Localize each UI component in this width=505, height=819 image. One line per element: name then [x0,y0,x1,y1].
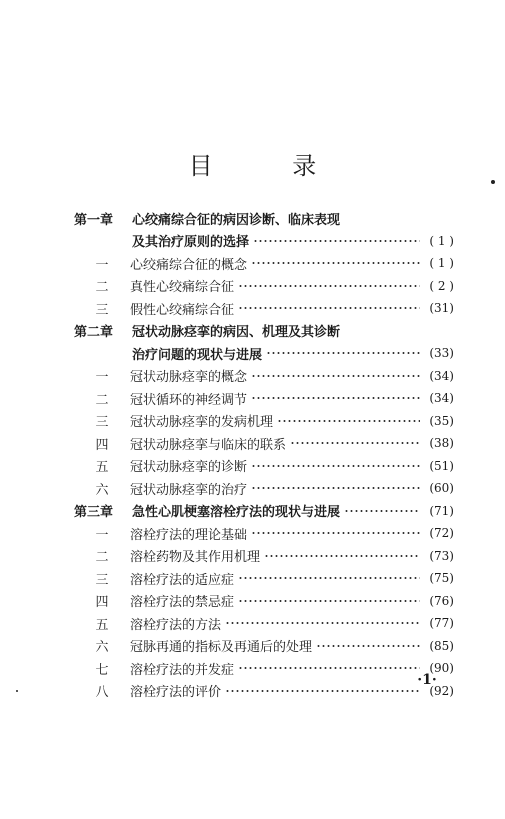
section-number: 一 [95,370,109,386]
page-reference: (71) [429,503,454,518]
section-title: 冠状动脉痉挛与临床的联系 [130,437,287,453]
chapter-number: 第一章 [74,212,114,228]
chapter-title: 心绞痛综合征的病因诊断、临床表现 [132,212,341,228]
toc-section-row [74,590,454,613]
section-title: 溶栓疗法的并发症 [130,662,235,678]
chapter-number: 第三章 [74,505,114,521]
table-of-contents [74,207,454,702]
toc-section-row [74,567,454,590]
page-reference: (35) [429,413,454,428]
section-title: 假性心绞痛综合征 [130,302,235,318]
toc-section-row [74,410,454,433]
chapter-title: 冠状动脉痉挛的病因、机理及其诊断 [132,325,341,341]
page-reference: (31) [429,301,454,316]
toc-section-row [74,432,454,455]
section-title: 冠状循环的神经调节 [130,392,248,408]
page-reference: ( 1 ) [429,256,454,271]
section-number: 八 [95,685,109,701]
section-title: 溶栓药物及其作用机理 [130,550,261,566]
section-number: 二 [95,280,109,296]
section-title: 溶栓疗法的方法 [130,617,222,633]
dot-leader [251,486,420,490]
toc-section-row [74,387,454,410]
section-number: 二 [95,550,109,566]
dot-leader [238,666,420,670]
dot-leader [251,531,420,535]
toc-section-row [74,275,454,298]
toc-section-row [74,657,454,680]
dot-leader [277,419,420,423]
dot-leader [225,621,420,625]
toc-chapter-row [74,207,454,230]
dot-leader [344,509,420,513]
page-title: 目 录 [188,152,353,180]
page-reference: (60) [429,481,454,496]
section-title: 冠脉再通的指标及再通后的处理 [130,640,313,656]
toc-section-row [74,612,454,635]
toc-section-row [74,545,454,568]
section-number: 四 [95,595,109,611]
section-title: 冠状动脉痉挛的概念 [130,370,248,386]
section-title: 心绞痛综合征的概念 [130,257,248,273]
dot-leader [238,599,420,603]
page-reference: (34) [429,391,454,406]
dot-leader [251,396,420,400]
section-number: 六 [95,640,109,656]
scan-speck [16,690,18,692]
page-reference: ( 2 ) [429,278,454,293]
toc-chapter-row [74,342,454,365]
toc-section-row [74,455,454,478]
dot-leader [251,464,420,468]
section-title: 溶栓疗法的禁忌症 [130,595,235,611]
dot-leader [253,239,420,243]
section-title: 溶栓疗法的适应症 [130,572,235,588]
chapter-title: 及其治疗原则的选择 [132,235,250,251]
chapter-title: 治疗问题的现状与进展 [132,347,263,363]
page-reference: ( 1 ) [429,233,454,248]
toc-section-row [74,635,454,658]
toc-section-row [74,252,454,275]
dot-leader [316,644,420,648]
dot-leader [225,689,420,693]
dot-leader [238,306,420,310]
section-number: 二 [95,392,109,408]
page-reference: (72) [429,526,454,541]
toc-section-row [74,477,454,500]
page-reference: (38) [429,436,454,451]
toc-section-row [74,680,454,703]
section-number: 三 [95,302,109,318]
page-number: ·1· [417,672,437,688]
section-title: 溶栓疗法的评价 [130,685,222,701]
page-reference: (51) [429,458,454,473]
page-reference: (77) [429,616,454,631]
chapter-number: 第二章 [74,325,114,341]
section-number: 五 [95,460,109,476]
dot-leader [290,441,420,445]
dot-leader [264,554,420,558]
page-reference: (76) [429,593,454,608]
page-reference: (33) [429,346,454,361]
section-number: 三 [95,415,109,431]
section-number: 五 [95,617,109,633]
toc-section-row [74,522,454,545]
dot-leader [238,284,420,288]
toc-chapter-row [74,230,454,253]
dot-leader [251,374,420,378]
section-number: 一 [95,527,109,543]
toc-chapter-row [74,320,454,343]
section-title: 溶栓疗法的理论基础 [130,527,248,543]
section-number: 四 [95,437,109,453]
page-reference: (92) [429,683,454,698]
page-reference: (90) [429,661,454,676]
chapter-title: 急性心肌梗塞溶栓疗法的现状与进展 [132,505,341,521]
section-number: 七 [95,662,109,678]
section-title: 真性心绞痛综合征 [130,280,235,296]
dot-leader [238,576,420,580]
page-reference: (73) [429,548,454,563]
toc-section-row [74,365,454,388]
page-reference: (85) [429,638,454,653]
page-reference: (75) [429,571,454,586]
section-title: 冠状动脉痉挛的诊断 [130,460,248,476]
toc-chapter-row [74,500,454,523]
toc-section-row [74,297,454,320]
page-reference: (34) [429,368,454,383]
scan-speck [491,180,495,184]
section-title: 冠状动脉痉挛的发病机理 [130,415,274,431]
section-number: 六 [95,482,109,498]
section-number: 一 [95,257,109,273]
section-number: 三 [95,572,109,588]
dot-leader [266,351,420,355]
dot-leader [251,261,420,265]
section-title: 冠状动脉痉挛的治疗 [130,482,248,498]
